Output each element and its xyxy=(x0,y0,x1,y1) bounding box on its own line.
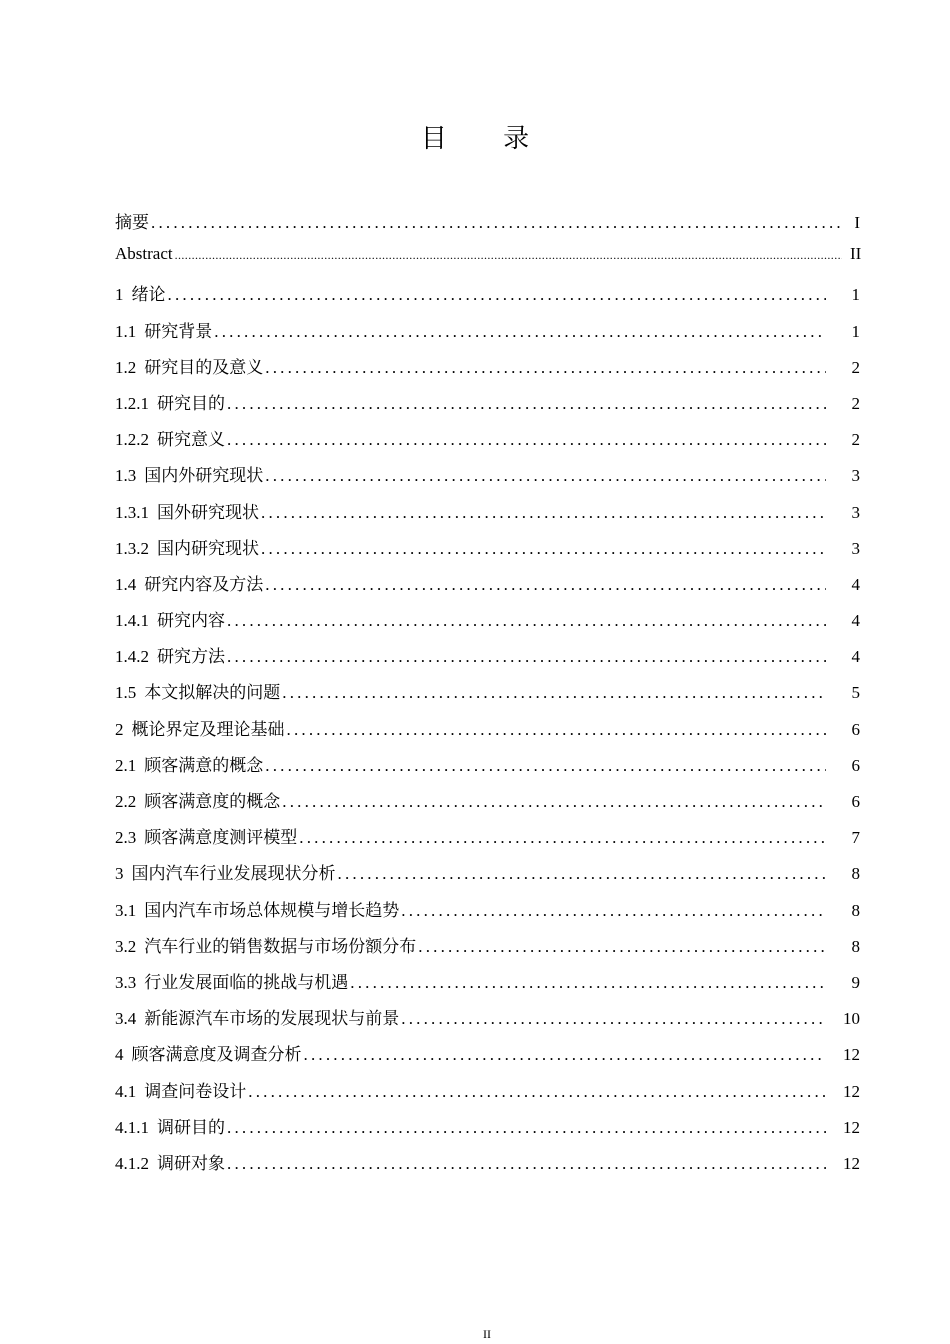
toc-entry-number: 2.2 xyxy=(115,792,137,811)
toc-dot-leader xyxy=(350,973,826,993)
toc-dot-leader xyxy=(304,1045,827,1065)
toc-entry[interactable] xyxy=(115,1113,860,1149)
toc-entry-page: 8 xyxy=(851,900,860,920)
toc-entry-number: 1.2.2 xyxy=(115,430,149,450)
toc-entry-number: 4.1.2 xyxy=(115,1153,149,1173)
toc-entry-number: 2 xyxy=(115,719,124,739)
toc-entry-number: 4.1.1 xyxy=(115,1117,149,1137)
toc-entry-page: 9 xyxy=(851,972,860,992)
toc-entry-text: 摘要 xyxy=(115,213,149,232)
toc-entry[interactable] xyxy=(115,1040,860,1076)
toc-entry-text: 研究背景 xyxy=(144,321,213,341)
toc-dot-leader xyxy=(175,248,842,263)
toc-entry-page: 3 xyxy=(851,538,860,558)
toc-entry[interactable] xyxy=(115,1004,860,1040)
toc-entry-number: 2.1 xyxy=(115,755,137,775)
toc-entry-number: 4.1 xyxy=(115,1081,137,1101)
toc-dot-leader xyxy=(248,1082,826,1102)
toc-entry-text: 国内外研究现状 xyxy=(144,466,264,486)
toc-entry[interactable] xyxy=(115,932,860,968)
toc-entry-text: 顾客满意度及调查分析 xyxy=(131,1045,302,1065)
toc-dot-leader xyxy=(287,720,827,740)
toc-entry[interactable] xyxy=(115,606,860,642)
toc-dot-leader xyxy=(261,503,826,523)
toc-entry-number: 1.4.1 xyxy=(115,611,149,631)
toc-entry-text: 绪论 xyxy=(131,285,166,305)
toc-entry-text: 概论界定及理论基础 xyxy=(131,719,285,739)
toc-entry[interactable] xyxy=(115,859,860,895)
toc-entry-page: 4 xyxy=(851,647,860,667)
toc-entry[interactable] xyxy=(115,461,860,497)
toc-entry[interactable] xyxy=(115,208,860,244)
toc-dot-leader xyxy=(282,792,826,812)
page-title: 目 录 xyxy=(420,124,554,154)
toc-entry-text: 国内汽车市场总体规模与增长趋势 xyxy=(144,900,400,920)
toc-entry-number: 1 xyxy=(115,285,124,305)
toc-entry-page: II xyxy=(850,244,862,264)
toc-entry-page: 6 xyxy=(851,792,860,811)
toc-entry[interactable] xyxy=(115,642,860,678)
toc-entry-text: 顾客满意度测评模型 xyxy=(144,828,298,848)
toc-entry-text: 调研对象 xyxy=(157,1153,225,1173)
footer-page-number: II xyxy=(483,1327,491,1341)
toc-entry[interactable] xyxy=(115,425,860,461)
toc-entry-page: 5 xyxy=(851,683,860,703)
toc-entry-number: 2.3 xyxy=(115,828,137,848)
toc-entry-number: 1.3.1 xyxy=(115,502,149,522)
toc-entry[interactable] xyxy=(115,1077,860,1113)
toc-entry-page: 6 xyxy=(851,755,860,775)
toc-entry-text: 研究方法 xyxy=(157,647,225,667)
toc-dot-leader xyxy=(168,285,827,305)
toc-entry-number: 3.2 xyxy=(115,936,137,956)
toc-entry-page: 4 xyxy=(851,611,860,631)
toc-entry[interactable] xyxy=(115,389,860,425)
toc-entry-text: 行业发展面临的挑战与机遇 xyxy=(144,972,349,992)
toc-entry-number: 1.3 xyxy=(115,466,137,486)
toc-entry-page: 4 xyxy=(851,574,860,594)
toc-entry[interactable] xyxy=(115,498,860,534)
toc-entry-text: 本文拟解决的问题 xyxy=(144,683,281,703)
toc-entry-text: 新能源汽车市场的发展现状与前景 xyxy=(144,1009,400,1029)
toc-entry-page: 2 xyxy=(851,430,860,450)
toc-entry-page: 2 xyxy=(851,357,860,377)
toc-entry-text: 国内汽车行业发展现状分析 xyxy=(131,864,336,884)
toc-entry-text: 顾客满意度的概念 xyxy=(144,792,281,811)
toc-dot-leader xyxy=(265,756,826,776)
toc-dot-leader xyxy=(401,901,826,921)
toc-entry-page: 3 xyxy=(851,502,860,522)
toc-dot-leader xyxy=(227,1118,826,1138)
toc-entry-text: 研究目的及意义 xyxy=(144,357,264,377)
toc-entry-page: 8 xyxy=(851,864,860,884)
toc-entry-number: 3 xyxy=(115,864,124,884)
toc-dot-leader xyxy=(227,611,826,631)
toc-entry[interactable] xyxy=(115,1149,860,1185)
toc-entry-page: 6 xyxy=(851,719,860,739)
toc-entry-number: 1.4 xyxy=(115,574,137,594)
toc-entry-page: 12 xyxy=(843,1117,860,1137)
toc-dot-leader xyxy=(261,539,826,559)
toc-entry-text: 国内研究现状 xyxy=(157,538,259,558)
toc-entry-page: 2 xyxy=(851,393,860,413)
toc-entry-page: 7 xyxy=(851,828,860,848)
toc-dot-leader xyxy=(227,647,826,667)
toc-entry[interactable] xyxy=(115,353,860,389)
toc-entry-page: 12 xyxy=(843,1045,860,1065)
toc-entry-number: 1.2 xyxy=(115,357,137,377)
toc-entry-text: 调研目的 xyxy=(157,1117,225,1137)
toc-entry-number: 1.2.1 xyxy=(115,393,149,413)
toc-entry[interactable] xyxy=(115,787,860,823)
toc-entry-number: 1.3.2 xyxy=(115,538,149,558)
toc-dot-leader xyxy=(265,358,826,378)
toc-entry[interactable] xyxy=(115,715,860,751)
toc-entry-number: 1.4.2 xyxy=(115,647,149,667)
toc-entry-text: 研究目的 xyxy=(157,393,225,413)
toc-entry[interactable] xyxy=(115,896,860,932)
toc-entry-text: 国外研究现状 xyxy=(157,502,259,522)
toc-list xyxy=(115,208,860,1185)
toc-entry-text: 顾客满意的概念 xyxy=(144,755,264,775)
toc-entry[interactable] xyxy=(115,751,860,787)
toc-dot-leader xyxy=(151,213,842,233)
toc-entry-text: Abstract xyxy=(115,244,173,264)
toc-dot-leader xyxy=(265,466,826,486)
toc-entry[interactable] xyxy=(115,968,860,1004)
toc-dot-leader xyxy=(282,683,826,703)
toc-entry[interactable] xyxy=(115,823,860,859)
toc-entry-number: 3.1 xyxy=(115,900,137,920)
toc-dot-leader xyxy=(418,937,826,957)
toc-entry-page: 1 xyxy=(851,321,860,341)
toc-entry-number: 4 xyxy=(115,1045,124,1065)
toc-entry-page: 12 xyxy=(843,1153,860,1173)
toc-entry-text: 研究意义 xyxy=(157,430,225,450)
toc-entry[interactable] xyxy=(115,317,860,353)
toc-entry-text: 研究内容及方法 xyxy=(144,574,264,594)
toc-entry-page: 3 xyxy=(851,466,860,486)
toc-dot-leader xyxy=(214,322,826,342)
toc-entry-number: 3.3 xyxy=(115,972,137,992)
toc-dot-leader xyxy=(299,828,826,848)
toc-entry[interactable] xyxy=(115,280,860,316)
toc-entry[interactable] xyxy=(115,678,860,714)
toc-dot-leader xyxy=(338,864,827,884)
toc-entry[interactable] xyxy=(115,570,860,606)
toc-entry-page: 8 xyxy=(851,936,860,956)
toc-dot-leader xyxy=(265,575,826,595)
toc-entry-number: 1.1 xyxy=(115,321,137,341)
toc-entry-number: 1.5 xyxy=(115,683,137,703)
toc-entry-text: 调查问卷设计 xyxy=(144,1081,247,1101)
toc-entry-page: 1 xyxy=(851,285,860,305)
toc-entry-page: I xyxy=(854,213,860,232)
toc-dot-leader xyxy=(227,430,826,450)
toc-dot-leader xyxy=(227,1154,826,1174)
toc-entry-page: 12 xyxy=(843,1081,860,1101)
toc-entry-page: 10 xyxy=(843,1009,860,1029)
toc-entry[interactable] xyxy=(115,244,860,280)
toc-entry-text: 研究内容 xyxy=(157,611,225,631)
toc-dot-leader xyxy=(227,394,826,414)
toc-entry-number: 3.4 xyxy=(115,1009,137,1029)
toc-entry-text: 汽车行业的销售数据与市场份额分布 xyxy=(144,936,417,956)
toc-entry[interactable] xyxy=(115,534,860,570)
toc-dot-leader xyxy=(401,1009,826,1029)
